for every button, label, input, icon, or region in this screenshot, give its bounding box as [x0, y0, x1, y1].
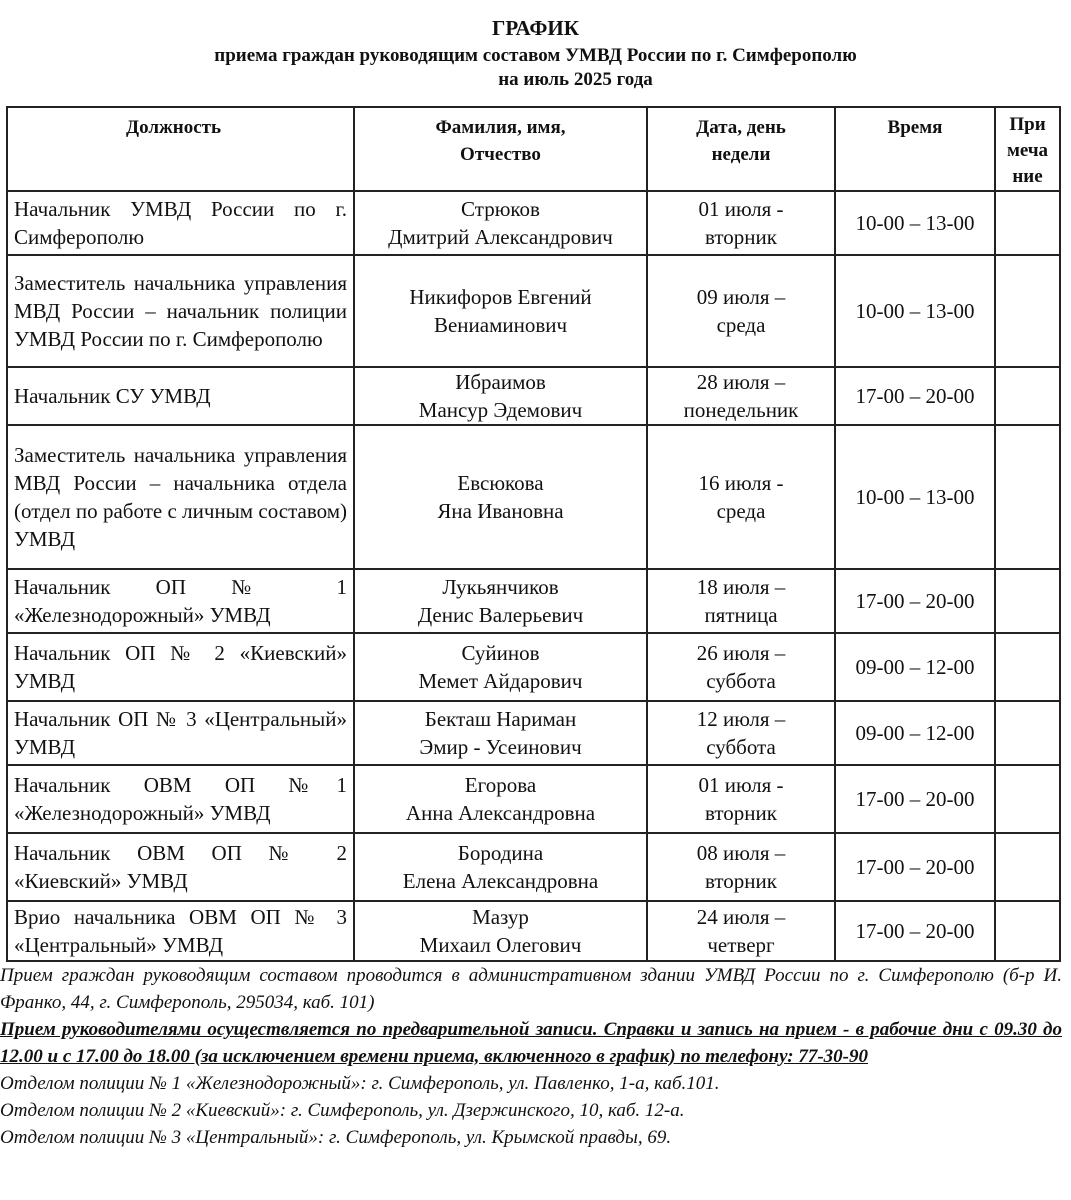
date-cell: 24 июля – четверг — [647, 901, 835, 961]
time-cell: 09-00 – 12-00 — [835, 701, 995, 765]
position-cell: Начальник ОВМ ОП № 2 «Киевский» УМВД — [7, 833, 354, 901]
date-cell: 01 июля - вторник — [647, 765, 835, 833]
position-cell: Начальник ОП № 1 «Железнодорожный» УМВД — [7, 569, 354, 633]
time-cell: 17-00 – 20-00 — [835, 901, 995, 961]
date-cell: 16 июля - среда — [647, 425, 835, 569]
notes-block — [0, 962, 1062, 1151]
time-cell: 10-00 – 13-00 — [835, 425, 995, 569]
note-cell — [995, 701, 1060, 765]
col-header-note: При меча ние — [995, 107, 1060, 191]
date-cell: 18 июля – пятница — [647, 569, 835, 633]
date-cell: 12 июля – суббота — [647, 701, 835, 765]
table-row — [7, 633, 1060, 701]
col-header-position: Должность — [7, 107, 354, 191]
note-cell — [995, 901, 1060, 961]
name-cell: Мазур Михаил Олегович — [354, 901, 647, 961]
note-cell — [995, 833, 1060, 901]
col-header-name: Фамилия, имя, Отчество — [354, 107, 647, 191]
note-op3-address: Отделом полиции № 3 «Центральный»: г. Симферополь, ул. Крымской правды, 69. — [0, 1127, 672, 1148]
time-cell: 10-00 – 13-00 — [835, 191, 995, 255]
date-cell: 08 июля – вторник — [647, 833, 835, 901]
schedule-table — [6, 106, 1061, 962]
date-cell: 09 июля – среда — [647, 255, 835, 367]
name-cell: Бекташ Нариман Эмир - Усеинович — [354, 701, 647, 765]
date-cell: 28 июля – понедельник — [647, 367, 835, 425]
note-location: Прием граждан руководящим составом проводится в административном здании УМВД России по г. Симферополю (б-р И. Франко, 44, г. Симферополь, 295034, каб. 101) — [0, 965, 1062, 1013]
position-cell: Заместитель начальника управления МВД России – начальник полиции УМВД России по г. Симферополю — [7, 255, 354, 367]
date-cell: 26 июля – суббота — [647, 633, 835, 701]
position-cell: Начальник ОП № 3 «Центральный» УМВД — [7, 701, 354, 765]
time-cell: 10-00 – 13-00 — [835, 255, 995, 367]
table-header-row — [7, 107, 1060, 191]
time-cell: 17-00 – 20-00 — [835, 765, 995, 833]
time-cell: 17-00 – 20-00 — [835, 367, 995, 425]
note-cell — [995, 633, 1060, 701]
name-cell: Суйинов Мемет Айдарович — [354, 633, 647, 701]
table-row — [7, 569, 1060, 633]
doc-subtitle: приема граждан руководящим составом УМВД России по г. Симферополю — [214, 45, 857, 66]
position-cell: Заместитель начальника управления МВД России – начальника отдела (отдел по работе с личным составом) УМВД — [7, 425, 354, 569]
date-cell: 01 июля - вторник — [647, 191, 835, 255]
note-cell — [995, 367, 1060, 425]
note-appointment: Прием руководителями осуществляется по предварительной записи. Справки и запись на прием - в рабочие дни с 09.30 до 12.00 и с 17.00 до 18.00 (за исключением времени приема, включенного в график) по телефону: 77-30-90 — [0, 1019, 1062, 1067]
name-cell: Лукьянчиков Денис Валерьевич — [354, 569, 647, 633]
table-row — [7, 425, 1060, 569]
name-cell: Никифоров Евгений Вениаминович — [354, 255, 647, 367]
name-cell: Ибраимов Мансур Эдемович — [354, 367, 647, 425]
name-cell: Бородина Елена Александровна — [354, 833, 647, 901]
table-row — [7, 367, 1060, 425]
note-cell — [995, 255, 1060, 367]
table-row — [7, 765, 1060, 833]
note-cell — [995, 425, 1060, 569]
name-cell: Евсюкова Яна Ивановна — [354, 425, 647, 569]
col-header-time: Время — [835, 107, 995, 191]
col-header-date: Дата, день недели — [647, 107, 835, 191]
note-cell — [995, 191, 1060, 255]
name-cell: Стрюков Дмитрий Александрович — [354, 191, 647, 255]
table-row — [7, 833, 1060, 901]
table-row — [7, 701, 1060, 765]
position-cell: Начальник ОВМ ОП №1 «Железнодорожный» УМВД — [7, 765, 354, 833]
note-cell — [995, 765, 1060, 833]
position-cell: Врио начальника ОВМ ОП № 3 «Центральный» УМВД — [7, 901, 354, 961]
name-cell: Егорова Анна Александровна — [354, 765, 647, 833]
table-row — [7, 191, 1060, 255]
time-cell: 09-00 – 12-00 — [835, 633, 995, 701]
position-cell: Начальник ОП № 2 «Киевский» УМВД — [7, 633, 354, 701]
time-cell: 17-00 – 20-00 — [835, 569, 995, 633]
time-cell: 17-00 – 20-00 — [835, 833, 995, 901]
note-cell — [995, 569, 1060, 633]
table-row — [7, 901, 1060, 961]
doc-title: ГРАФИК — [492, 16, 579, 40]
position-cell: Начальник СУ УМВД — [7, 367, 354, 425]
position-cell: Начальник УМВД России по г. Симферополю — [7, 191, 354, 255]
doc-period: на июль 2025 года — [498, 69, 653, 90]
table-row — [7, 255, 1060, 367]
note-op2-address: Отделом полиции № 2 «Киевский»: г. Симферополь, ул. Дзержинского, 10, каб. 12-а. — [0, 1100, 685, 1121]
note-op1-address: Отделом полиции № 1 «Железнодорожный»: г. Симферополь, ул. Павленко, 1-а, каб.101. — [0, 1073, 720, 1094]
